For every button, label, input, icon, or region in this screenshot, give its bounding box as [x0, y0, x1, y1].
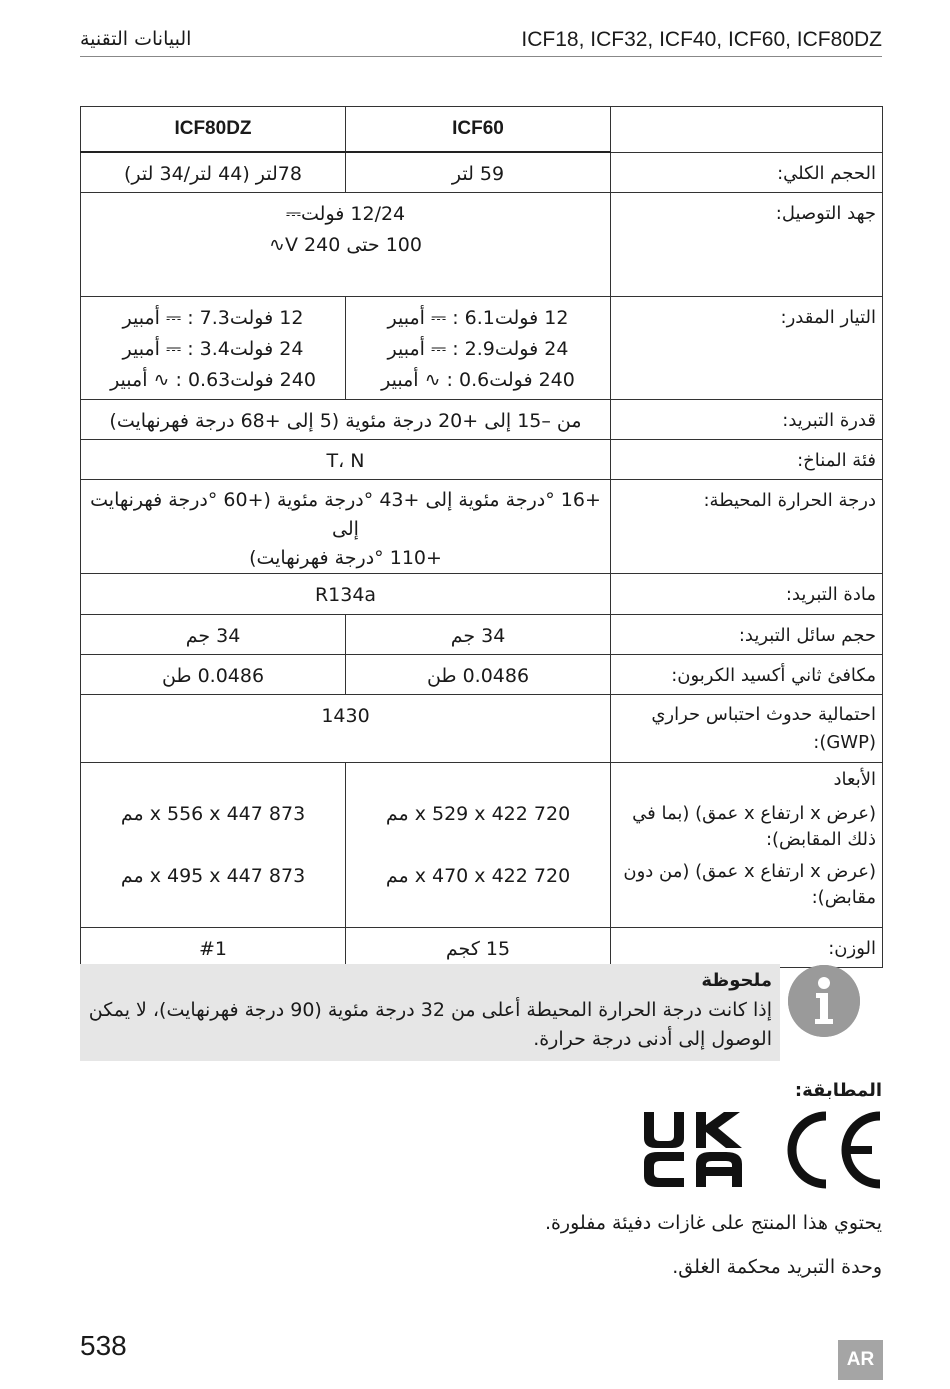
gwp-label [611, 694, 883, 762]
f-gas-statement: يحتوي هذا المنتج على غازات دفيئة مفلورة. [544, 1212, 882, 1234]
specs-table [80, 106, 883, 968]
note-box [80, 964, 780, 1061]
refrigerant-value: R134a [81, 573, 611, 614]
row-capacity [81, 152, 883, 192]
ambient-line1: +16 °درجة مئوية إلى +43 °درجة مئوية (+60 °درجة فهرنهايت إلى [90, 488, 601, 540]
row-co2 [81, 654, 883, 694]
note-text: إذا كانت درجة الحرارة المحيطة أعلى من 32 درجة مئوية (90 درجة فهرنهايت)، لا يمكن الوصول إلى أدنى درجة حرارة. [88, 999, 772, 1050]
conformity-label: المطابقة: [794, 1080, 882, 1101]
ambient-line2: +110 °درجة فهرنهايت) [249, 546, 442, 569]
weight-icf80dz: #1 [81, 927, 346, 967]
info-icon [788, 965, 860, 1037]
voltage-ac: 100 حتى 240 V∿ [269, 233, 422, 256]
gwp-value: 1430 [81, 694, 611, 762]
ref-volume-icf60: 34 جم [346, 614, 611, 654]
section-title: البيانات التقنية [80, 28, 192, 50]
row-current [81, 296, 883, 399]
row-dimensions [81, 762, 883, 927]
refrigerant-label: مادة التبريد: [611, 573, 883, 614]
row-ref-volume [81, 614, 883, 654]
ref-volume-icf80dz: 34 جم [81, 614, 346, 654]
header-divider [80, 56, 882, 57]
climate-label: فئة المناخ: [611, 439, 883, 479]
current-icf60 [346, 296, 611, 399]
current-icf80dz-12v: 12 فولت7.3 : ⎓ أمبير [122, 306, 304, 329]
capacity-label: الحجم الكلي: [611, 152, 883, 192]
row-voltage [81, 192, 883, 296]
note-title: ملحوظة [701, 970, 772, 991]
ref-volume-label: حجم سائل التبريد: [611, 614, 883, 654]
co2-label: مكافئ ثاني أكسيد الكربون: [611, 654, 883, 694]
page-number: 538 [80, 1330, 127, 1361]
row-cooling [81, 399, 883, 439]
climate-value: T، N [81, 439, 611, 479]
weight-icf60: 15 كجم [346, 927, 611, 967]
sealed-unit-statement: وحدة التبريد محكمة الغلق. [672, 1256, 882, 1278]
row-ambient [81, 479, 883, 573]
col-header-label [611, 107, 883, 153]
ce-mark [780, 1110, 884, 1194]
voltage-dc: 12/24 فولت⎓ [285, 202, 406, 225]
col-header-icf80dz: ICF80DZ [81, 107, 346, 153]
dimensions-icf60 [346, 762, 611, 927]
current-icf80dz-24v: 24 فولت3.4 : ⎓ أمبير [122, 337, 304, 360]
row-gwp [81, 694, 883, 762]
model-list: ICF18, ICF32, ICF40, ICF60, ICF80DZ [521, 28, 882, 51]
dimensions-without-handles-label: (عرض x ارتفاع x عمق) (من دون مقابض): [623, 860, 876, 908]
capacity-icf60: 59 لتر [346, 152, 611, 192]
dim-icf60-without-handles: 720 x 470 x 422 مم [385, 864, 571, 887]
cooling-value: من –15 إلى +20 درجة مئوية (5 إلى +68 درجة فهرنهايت) [81, 399, 611, 439]
language-tab: AR [838, 1340, 883, 1380]
dimensions-title: الأبعاد [833, 768, 876, 790]
dim-icf80dz-without-handles: 873 x 495 x 447 مم [120, 864, 306, 887]
dim-icf80dz-with-handles: 873 x 556 x 447 مم [120, 802, 306, 825]
col-header-icf60: ICF60 [346, 107, 611, 153]
ukca-mark [642, 1110, 748, 1194]
dimensions-label [611, 762, 883, 927]
row-refrigerant [81, 573, 883, 614]
table-header-row [81, 107, 883, 153]
dim-icf60-with-handles: 720 x 529 x 422 مم [385, 802, 571, 825]
current-icf60-12v: 12 فولت6.1 : ⎓ أمبير [387, 306, 569, 329]
row-climate [81, 439, 883, 479]
current-label: التيار المقدر: [611, 296, 883, 399]
current-icf80dz [81, 296, 346, 399]
gwp-label-line2: (GWP): [813, 731, 876, 753]
capacity-icf80dz: 78لتر (44 لتر/34 لتر) [81, 152, 346, 192]
dimensions-icf80dz [81, 762, 346, 927]
voltage-label: جهد التوصيل: [611, 192, 883, 296]
ambient-label: درجة الحرارة المحيطة: [611, 479, 883, 573]
dimensions-with-handles-label: (عرض x ارتفاع x عمق) (بما في ذلك المقابض): [632, 802, 876, 850]
row-weight [81, 927, 883, 967]
gwp-label-line1: احتمالية حدوث احتباس حراري [651, 703, 876, 725]
current-icf80dz-240v: 240 فولت0.63 : ∿ أمبير [110, 368, 316, 391]
voltage-value [81, 192, 611, 296]
weight-label: الوزن: [611, 927, 883, 967]
ambient-value [81, 479, 611, 573]
current-icf60-24v: 24 فولت2.9 : ⎓ أمبير [387, 337, 569, 360]
co2-icf80dz: 0.0486 طن [81, 654, 346, 694]
current-icf60-240v: 240 فولت0.6 : ∿ أمبير [381, 368, 575, 391]
co2-icf60: 0.0486 طن [346, 654, 611, 694]
cooling-label: قدرة التبريد: [611, 399, 883, 439]
